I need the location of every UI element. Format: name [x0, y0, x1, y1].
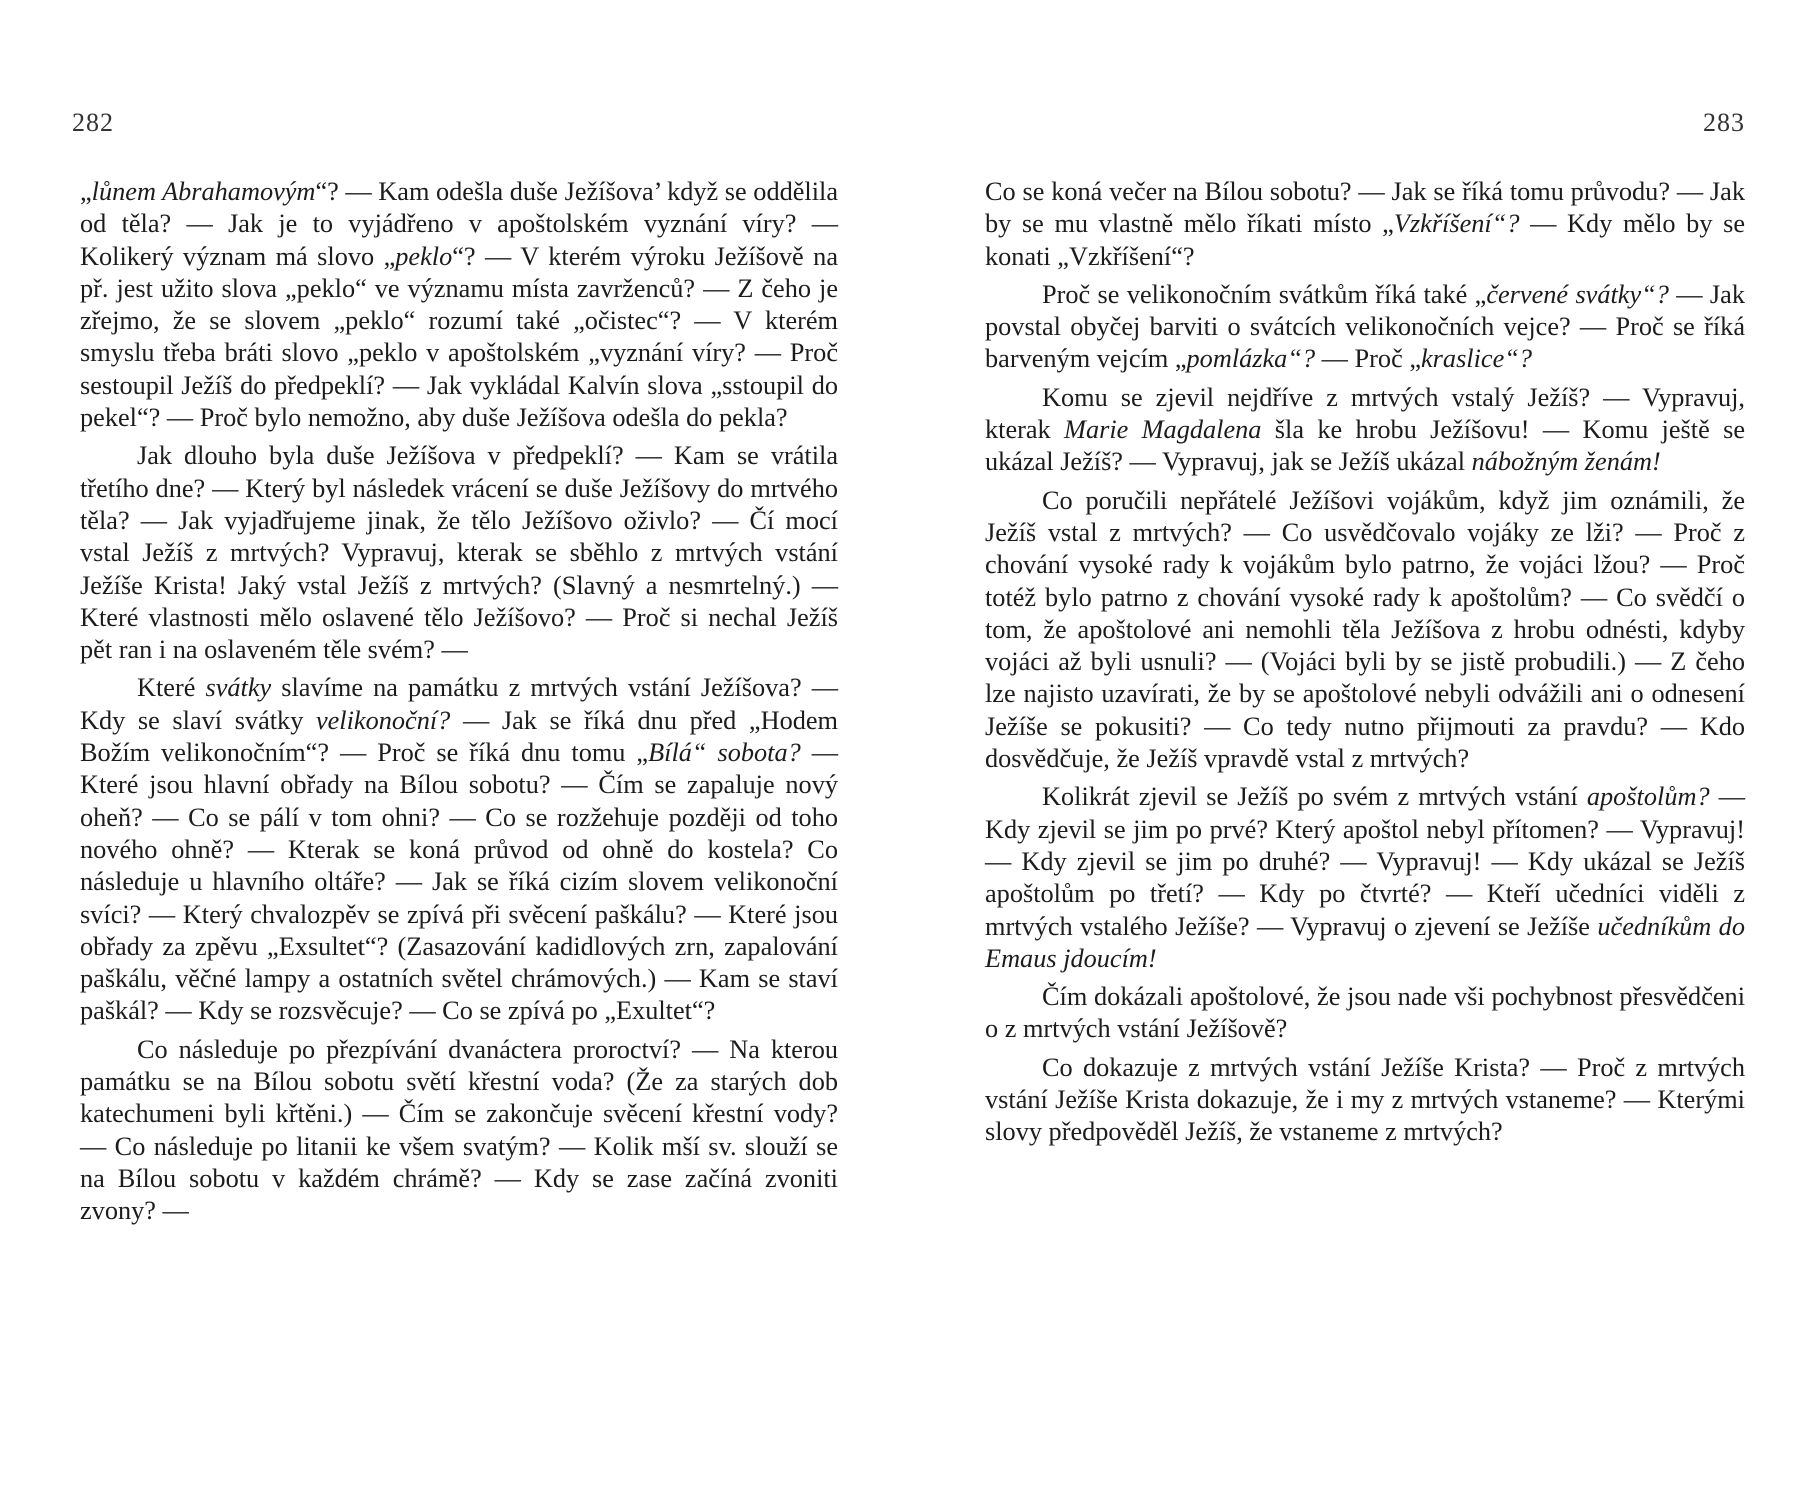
text-run: Které: [137, 673, 206, 703]
text-run: Co poručili nepřátelé Ježíšovi vojákům, když jim oznámili, že Ježíš vstal z mrtvých? — Co usvědčovalo vojáky ze lži? — Proč z chování vysoké rady k vojákům bylo patrno, že vojáci lžou? — Proč totéž bylo patrno z chování vysoké rady k apoštolům? — Co svědčí o tom, že apoštolové ani nemohli těla Ježíšova z hrobu odnésti, kdyby vojáci až byli usnuli? — (Vojáci byli by se jistě probudili.) — Z čeho lze najisto uzavírati, že by se apoštolové nebyli odvážili ani o odnesení Ježíše se pokusiti? — Co tedy nutno přijmouti za pravdu? — Kdo dosvědčuje, že Ježíš vpravdě vstal z mrtvých?: [985, 485, 1745, 774]
paragraph: [985, 279, 1745, 376]
text-run: Co dokazuje z mrtvých vstání Ježíše Krista? — Proč z mrtvých vstání Ježíše Krista dokazuje, že i my z mrtvých vstaneme? — Kterými slovy předpověděl Ježíš, že vstaneme z mrtvých?: [985, 1052, 1745, 1147]
text-run: — Které jsou hlavní obřady na Bílou sobotu? — Čím se zapaluje nový oheň? — Co se pálí v tom ohni? — Co se rozžehuje později od toho nového ohně? — Kterak se koná průvod od ohně do kostela? Co následuje u hlavního oltáře? — Jak se říká cizím slovem velikonoční svíci? — Který chvalozpěv se zpívá při svěcení paškálu? — Které jsou obřady za zpěvu „Exsultet“? (Zasazování kadidlových zrn, zapalování paškálu, věčné lampy a ostatních světel chrámových.) — Kam se staví paškál? — Kdy se rozsvěcuje? — Co se zpívá po „Exultet“?: [80, 738, 839, 1026]
italic-run: peklo: [395, 241, 453, 271]
text-run: “? — V kterém výroku Ježíšově na př. jest užito slova „peklo“ ve významu místa zavrženců? — Z čeho je zřejmo, že se slovem „peklo“ rozumí také „očistec“? — V kterém smyslu třeba bráti slovo „peklo v apoštolském „vyznání víry? — Proč sestoupil Ježíš do předpeklí? — Jak vykládal Kalvín slova „sstoupil do pekel“? — Proč bylo nemožno, aby duše Ježíšova odešla do pekla?: [80, 241, 838, 433]
text-run: Co následuje po přezpívání dvanáctera proroctví? — Na kterou památku se na Bílou sobotu světí křestní voda? (Že za starých dob katechumeni byli křtěni.) — Čím se zakončuje svěcení křestní vody? — Co následuje po litanii ke všem svatým? — Kolik mší sv. slouží se na Bílou sobotu v každém chrámě? — Kdy se zase začíná zvoniti zvony? —: [80, 1034, 838, 1226]
italic-run: kraslice“?: [1421, 344, 1533, 374]
text-run: Komu se zjevil nejdříve z mrtvých vstalý Ježíš? — Vypravuj, kterak: [985, 382, 1745, 445]
page-number: 283: [1703, 108, 1745, 137]
text-run: Čím dokázali apoštolové, že jsou nade vši pochybnost přesvědčeni o z mrtvých vstání Ježíšově?: [985, 982, 1745, 1044]
paragraph: [985, 781, 1745, 975]
italic-run: pomlázka“?: [1186, 344, 1316, 374]
text-run: „: [80, 177, 92, 206]
italic-run: Marie Magdalena: [1064, 415, 1262, 445]
page-text: [985, 176, 1745, 1149]
italic-run: Bílá“ sobota?: [648, 738, 801, 768]
italic-run: apoštolům?: [1586, 782, 1710, 812]
page-text: [80, 176, 838, 1228]
paragraph: [985, 176, 1745, 273]
italic-run: Vzkříšení“?: [1393, 209, 1520, 239]
paragraph: [80, 1034, 838, 1228]
text-run: Kolikrát zjevil se Ježíš po svém z mrtvých vstání: [1042, 782, 1587, 812]
text-run: — Kdy mělo by se konati „Vzkříšení“?: [985, 209, 1745, 271]
paragraph: [80, 176, 838, 434]
italic-run: lůnem Abrahamovým: [91, 177, 316, 206]
paragraph: [985, 382, 1745, 479]
text-run: “? — Kam odešla duše Ježíšova’ když se oddělila od těla? — Jak je to vyjádřeno v apoštolském vyznání víry? — Kolikerý význam má slovo „: [80, 177, 839, 271]
paragraph: [80, 672, 838, 1027]
text-run: Jak dlouho byla duše Ježíšova v předpeklí? — Kam se vrátila třetího dne? — Který byl následek vrácení se duše Ježíšovy do mrtvého těla? — Jak vyjadřujeme jinak, že tělo Ježíšovo oživlo? — Čí mocí vstal Ježíš z mrtvých? Vypravuj, kterak se sběhlo z mrtvých vstání Ježíše Krista! Jaký vstal Ježíš z mrtvých? (Slavný a nesmrtelný.) — Které vlastnosti mělo oslavené tělo Ježíšovo? — Proč si nechal Ježíš pět ran i na oslaveném těle svém? —: [80, 441, 838, 665]
paragraph: [985, 485, 1745, 776]
paragraph: [985, 1052, 1745, 1149]
text-run: — Proč „: [1315, 344, 1422, 374]
text-run: — Jak povstal obyčej barviti o svátcích velikonočních vejce? — Proč se říká barveným vejcím „: [985, 279, 1745, 374]
italic-run: svátky: [205, 673, 272, 703]
paragraph: [985, 981, 1745, 1046]
text-run: — Jak se říká dnu před „Hodem Božím velikonočním“? — Proč se říká dnu tomu „: [80, 705, 838, 768]
text-run: Proč se velikonočním svátkům říká také „: [1042, 279, 1487, 309]
italic-run: nábožným ženám!: [1471, 447, 1661, 477]
text-run: — Kdy zjevil se jim po prvé? Který apoštol nebyl přítomen? — Vypravuj! — Kdy zjevil se jim po druhé? — Vypravuj! — Kdy ukázal se Ježíš apoštolům po třetí? — Kdy po čtvrté? — Kteří učedníci viděli z mrtvých vstalého Ježíše? — Vypravuj o zjevení se Ježíše: [985, 782, 1746, 941]
page-number: 282: [72, 108, 114, 137]
text-run: Co se koná večer na Bílou sobotu? — Jak se říká tomu průvodu? — Jak by se mu vlastně mělo říkati místo „: [985, 177, 1745, 239]
italic-run: velikonoční?: [315, 705, 451, 735]
italic-run: učedníkům do Emaus jdoucím!: [985, 911, 1745, 973]
text-run: slavíme na památku z mrtvých vstání Ježíšova? — Kdy se slaví svátky: [80, 673, 838, 735]
text-run: šla ke hrobu Ježíšovu! — Komu ještě se ukázal Ježíš? — Vypravuj, jak se Ježíš ukázal: [985, 415, 1745, 477]
italic-run: červené svátky“?: [1486, 279, 1669, 309]
right-page: [905, 0, 1810, 1501]
paragraph: [80, 440, 838, 666]
